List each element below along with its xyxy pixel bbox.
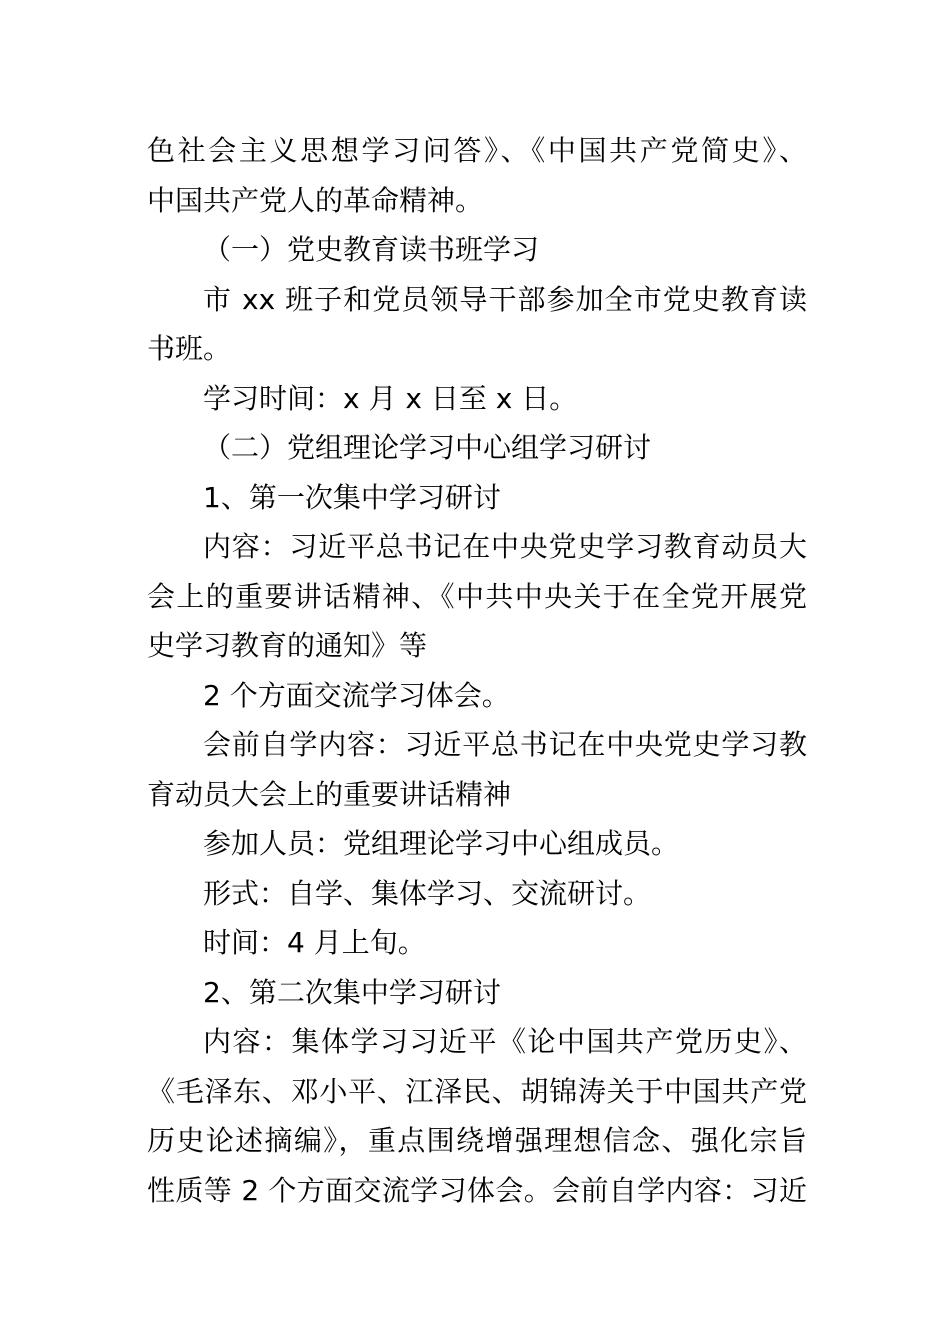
paragraph [147,423,807,473]
text-line: 参加人员：党组理论学习中心组成员。 [203,827,680,860]
text-line: 2、第二次集中学习研讨 [203,975,501,1009]
paragraph [147,473,807,523]
paragraph [147,671,807,721]
text-line: （一）党史教育读书班学习 [203,233,540,266]
text-line: 2 个方面交流学习体会。 [203,678,510,712]
text-line: 时间：4 月上旬。 [203,926,426,959]
text-line: 内容：习近平总书记在中央党史学习教育动员大 [203,530,807,563]
document-body [147,126,807,1215]
text-line: 会上的重要讲话精神、《中共中央关于在全党开展党 [147,579,807,613]
text-line: 史学习教育的通知》等 [147,629,428,662]
paragraph [147,968,807,1018]
paragraph [147,819,807,869]
paragraph [147,275,807,374]
paragraph [147,720,807,819]
text-line: 中国共产党人的革命精神。 [147,183,484,217]
text-line: 学习时间：x 月 x 日至 x 日。 [203,381,578,415]
text-line: 内容：集体学习习近平《论中国共产党历史》、 [203,1025,807,1058]
text-line: 色社会主义思想学习问答》、《中国共产党简史》、 [147,134,807,167]
paragraph [147,374,807,424]
paragraph [147,522,807,671]
paragraph [147,126,807,225]
text-line: 性质等 2 个方面交流学习体会。会前自学内容：习近 [147,1173,807,1207]
text-line: 会前自学内容：习近平总书记在中央党史学习教 [203,728,807,761]
paragraph [147,225,807,275]
text-line: 1、第一次集中学习研讨 [203,480,501,514]
paragraph [147,1017,807,1215]
paragraph [147,869,807,919]
paragraph [147,918,807,968]
text-line: 形式：自学、集体学习、交流研讨。 [203,876,652,910]
text-line: 育动员大会上的重要讲话精神 [147,777,512,811]
text-line: 《毛泽东、邓小平、江泽民、胡锦涛关于中国共产党 [147,1074,807,1108]
text-line: 历史论述摘编》，重点围绕增强理想信念、强化宗旨 [147,1124,807,1157]
text-line: 书班。 [147,332,232,365]
text-line: （二）党组理论学习中心组学习研讨 [203,431,652,464]
text-line: 市 xx 班子和党员领导干部参加全市党史教育读 [203,282,807,316]
